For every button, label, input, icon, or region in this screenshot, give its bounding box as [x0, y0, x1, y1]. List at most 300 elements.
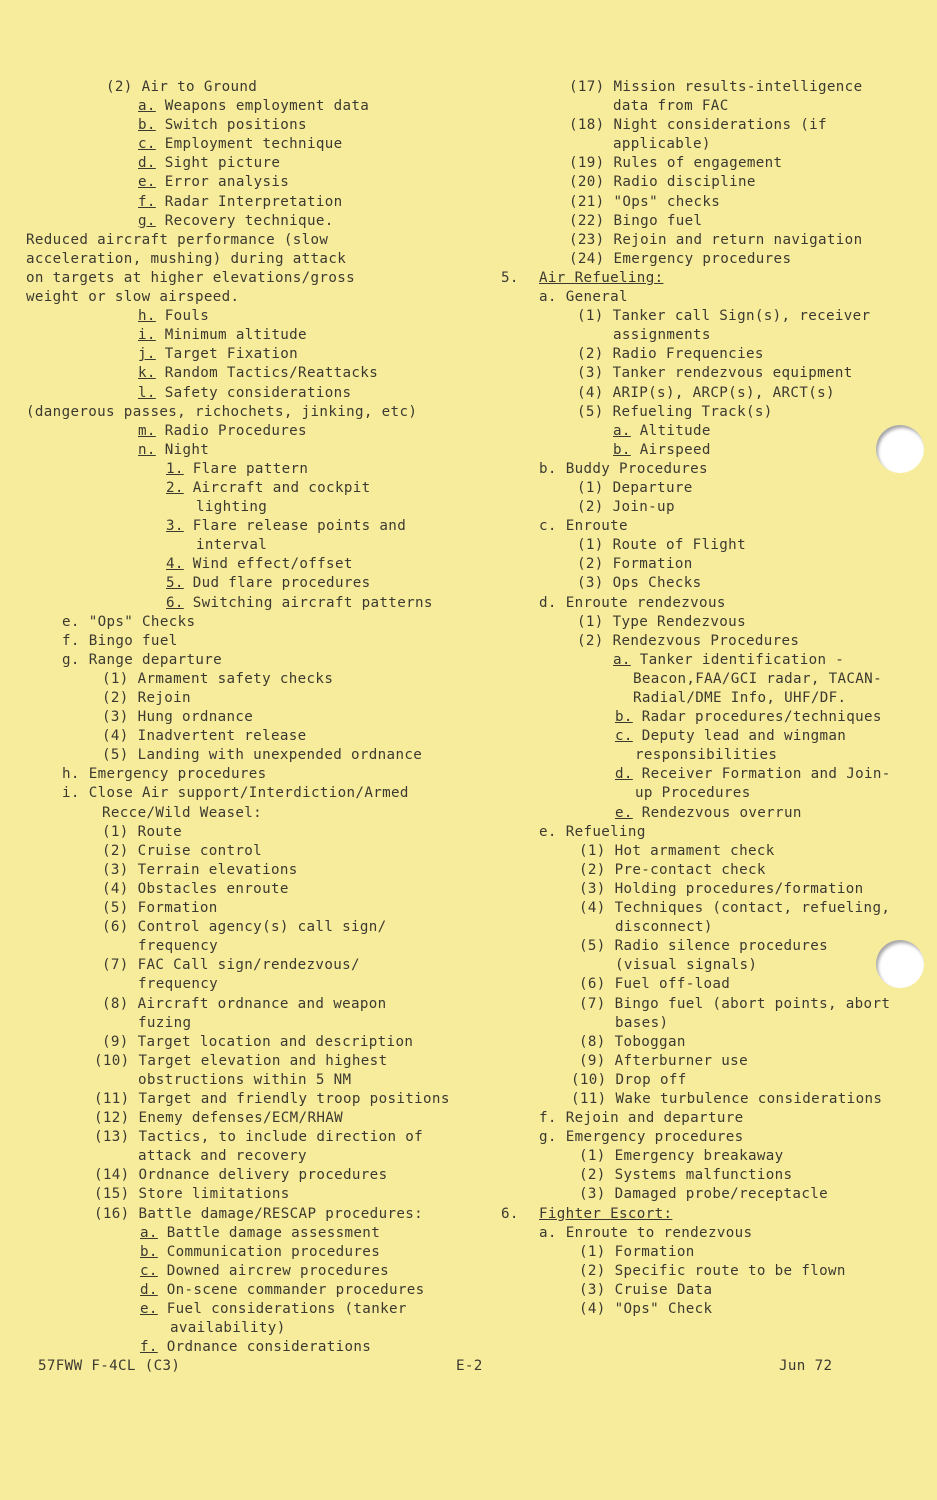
outline-marker: (3): [102, 709, 129, 726]
outline-marker: (4): [579, 900, 606, 917]
outline-marker: (3): [577, 365, 604, 382]
outline-line: [26, 1319, 466, 1338]
outline-marker: j.: [138, 346, 156, 363]
outline-marker: f.: [138, 193, 156, 210]
outline-text: acceleration, mushing) during attack: [26, 250, 347, 267]
outline-text: "Ops" Check: [614, 1301, 713, 1317]
outline-text: Radio discipline: [613, 174, 756, 191]
outline-line: [26, 784, 466, 803]
outline-line: [501, 154, 921, 173]
outline-line: [26, 727, 466, 746]
outline-line: [501, 1262, 921, 1281]
outline-text: Control agency(s) call sign/: [137, 919, 387, 936]
outline-line: [501, 173, 921, 192]
outline-line: [26, 956, 466, 975]
outline-line: [26, 632, 466, 651]
outline-text: Receiver Formation and Join-: [641, 766, 891, 783]
outline-marker: (13): [94, 1129, 130, 1146]
outline-line: [26, 135, 466, 154]
outline-line: [501, 307, 921, 326]
outline-line: [26, 173, 466, 192]
outline-text: Radio silence procedures: [614, 938, 828, 955]
outline-text: data from FAC: [613, 98, 729, 115]
outline-text: Bingo fuel: [613, 212, 703, 229]
outline-line: [26, 326, 466, 345]
outline-line: [26, 498, 466, 517]
outline-marker: (7): [102, 957, 129, 974]
outline-marker: (4): [102, 880, 129, 897]
outline-marker: f.: [539, 1110, 557, 1127]
outline-marker: (2): [577, 346, 604, 363]
outline-line: [501, 823, 921, 842]
outline-text: Tanker rendezvous equipment: [612, 365, 853, 382]
outline-line: [501, 1185, 921, 1204]
outline-marker: 3.: [166, 518, 184, 535]
outline-marker: i.: [138, 327, 156, 344]
outline-marker: (2): [102, 842, 129, 859]
outline-line: [26, 1052, 466, 1071]
outline-text: Tanker call Sign(s), receiver: [612, 308, 871, 325]
outline-line: [501, 403, 921, 422]
outline-line: [501, 116, 921, 135]
outline-line: [26, 1128, 466, 1147]
outline-line: [26, 460, 466, 479]
outline-text: ARIP(s), ARCP(s), ARCT(s): [612, 384, 835, 401]
outline-text: Night: [164, 441, 210, 458]
outline-text: Cruise Data: [614, 1281, 713, 1298]
section-heading: Air Refueling:: [539, 269, 664, 286]
outline-line: [501, 384, 921, 403]
outline-line: [26, 1147, 466, 1166]
outline-marker: a.: [613, 422, 631, 439]
outline-text: Rendezvous overrun: [641, 804, 802, 821]
outline-text: Bingo fuel: [88, 632, 178, 649]
outline-text: Terrain elevations: [137, 861, 298, 878]
outline-text: Route of Flight: [612, 537, 746, 554]
outline-line: [501, 804, 921, 823]
outline-text: Night considerations (if: [613, 117, 827, 134]
outline-line: [501, 498, 921, 517]
outline-line: [501, 78, 921, 97]
outline-marker: (4): [577, 384, 604, 401]
outline-marker: (6): [102, 919, 129, 936]
outline-marker: (1): [577, 613, 604, 630]
outline-marker: (16): [94, 1205, 130, 1222]
outline-text: Air to Ground: [141, 79, 258, 95]
outline-marker: h.: [138, 308, 156, 325]
outline-line: [26, 1071, 466, 1090]
outline-marker: 5.: [501, 269, 519, 286]
outline-text: Landing with unexpended ordnance: [137, 747, 423, 764]
outline-line: [26, 536, 466, 555]
outline-line: [501, 1166, 921, 1185]
outline-line: [501, 288, 921, 307]
outline-line: [501, 651, 921, 670]
outline-marker: (8): [579, 1033, 606, 1050]
outline-text: Error analysis: [164, 174, 290, 191]
footer-date: Jun 72: [779, 1358, 833, 1374]
outline-marker: (5): [102, 900, 129, 917]
outline-text: Battle damage/RESCAP procedures:: [138, 1205, 424, 1222]
outline-text: Formation: [614, 1243, 695, 1260]
outline-line: [501, 1033, 921, 1052]
outline-line: [501, 1090, 921, 1109]
outline-text: Aircraft ordnance and weapon: [137, 995, 387, 1012]
outline-marker: b.: [140, 1243, 158, 1260]
outline-text: Reduced aircraft performance (slow: [26, 231, 329, 248]
outline-marker: (3): [579, 1186, 606, 1203]
outline-text: Ops Checks: [612, 575, 702, 592]
outline-marker: g.: [539, 1129, 557, 1146]
outline-line: [26, 613, 466, 632]
outline-text: Wind effect/offset: [192, 556, 353, 573]
outline-text: Beacon,FAA/GCI radar, TACAN-: [633, 670, 882, 687]
outline-text: Switch positions: [164, 117, 307, 134]
outline-marker: c.: [615, 728, 633, 745]
outline-marker: (3): [579, 1281, 606, 1298]
outline-marker: (2): [577, 556, 604, 573]
outline-line: [501, 842, 921, 861]
outline-text: Fouls: [164, 308, 210, 325]
outline-marker: a.: [138, 98, 156, 115]
outline-marker: (2): [579, 861, 606, 878]
outline-marker: (10): [571, 1071, 607, 1088]
outline-line: [501, 918, 921, 937]
outline-text: (dangerous passes, richochets, jinking, etc): [26, 403, 418, 420]
outline-marker: d.: [615, 766, 633, 783]
outline-text: on targets at higher elevations/gross: [26, 269, 355, 286]
outline-line: [501, 441, 921, 460]
outline-line: [26, 899, 466, 918]
outline-text: obstructions within 5 NM: [138, 1071, 352, 1088]
outline-line: [501, 746, 921, 765]
punch-hole: [876, 425, 924, 473]
outline-line: [501, 269, 921, 288]
outline-line: [501, 765, 921, 784]
outline-marker: e.: [539, 823, 557, 840]
outline-line: [26, 1243, 466, 1262]
outline-line: [26, 594, 466, 613]
outline-line: [501, 784, 921, 803]
outline-text: Pre-contact check: [614, 861, 766, 878]
outline-text: lighting: [196, 499, 268, 516]
outline-marker: 4.: [166, 556, 184, 573]
outline-text: Type Rendezvous: [612, 613, 746, 630]
outline-marker: (12): [94, 1110, 130, 1127]
outline-line: [501, 1224, 921, 1243]
outline-line: [26, 1166, 466, 1185]
outline-line: [26, 422, 466, 441]
outline-line: [501, 536, 921, 555]
outline-text: Fuel off-load: [614, 976, 731, 993]
outline-line: [26, 1281, 466, 1300]
outline-line: [501, 727, 921, 746]
outline-text: up Procedures: [635, 785, 751, 802]
outline-line: [501, 1071, 921, 1090]
outline-line: [501, 956, 921, 975]
outline-line: [26, 1300, 466, 1319]
outline-marker: 6.: [501, 1205, 519, 1222]
outline-line: [501, 135, 921, 154]
outline-marker: (3): [577, 575, 604, 592]
outline-line: [26, 231, 466, 250]
outline-text: applicable): [613, 136, 711, 153]
outline-marker: b.: [539, 460, 557, 477]
outline-line: [26, 574, 466, 593]
outline-line: [501, 1205, 921, 1224]
outline-line: [26, 441, 466, 460]
outline-marker: (9): [102, 1033, 129, 1050]
outline-marker: (11): [571, 1090, 607, 1107]
outline-text: Formation: [612, 556, 693, 573]
outline-line: [501, 937, 921, 956]
outline-marker: (24): [569, 250, 605, 267]
outline-line: [501, 479, 921, 498]
outline-text: Ordnance delivery procedures: [138, 1167, 388, 1184]
outline-line: [26, 1262, 466, 1281]
left-column: [26, 78, 466, 1357]
outline-text: Obstacles enroute: [137, 880, 289, 897]
outline-text: (visual signals): [615, 957, 758, 974]
outline-text: Join-up: [612, 499, 675, 516]
outline-text: "Ops" Checks: [88, 613, 196, 630]
outline-text: attack and recovery: [138, 1148, 307, 1165]
outline-text: Enemy defenses/ECM/RHAW: [138, 1110, 344, 1127]
outline-marker: (15): [94, 1186, 130, 1203]
outline-marker: e.: [62, 613, 80, 630]
outline-marker: d.: [539, 594, 557, 611]
outline-text: Communication procedures: [166, 1243, 381, 1260]
outline-text: disconnect): [615, 919, 713, 936]
outline-text: Damaged probe/receptacle: [614, 1186, 828, 1203]
outline-marker: k.: [138, 365, 156, 382]
outline-marker: a.: [539, 1224, 557, 1241]
outline-line: [26, 1338, 466, 1357]
outline-marker: (1): [579, 842, 606, 859]
outline-line: [26, 1014, 466, 1033]
outline-line: [501, 1014, 921, 1033]
outline-line: [501, 670, 921, 689]
outline-marker: (14): [94, 1167, 130, 1184]
outline-line: [26, 804, 466, 823]
outline-text: frequency: [138, 938, 219, 955]
outline-marker: (5): [577, 403, 604, 420]
outline-line: [501, 422, 921, 441]
outline-line: [501, 1300, 921, 1319]
outline-text: frequency: [138, 976, 219, 993]
outline-marker: (2): [106, 79, 133, 95]
outline-text: Rejoin and return navigation: [613, 231, 863, 248]
outline-text: Radar procedures/techniques: [641, 709, 882, 726]
outline-line: [26, 975, 466, 994]
outline-line: [501, 708, 921, 727]
outline-line: [501, 1109, 921, 1128]
outline-line: [26, 307, 466, 326]
outline-text: Battle damage assessment: [166, 1224, 381, 1241]
outline-marker: (1): [579, 1148, 606, 1165]
outline-line: [501, 632, 921, 651]
outline-line: [501, 1281, 921, 1300]
outline-marker: (23): [569, 231, 605, 248]
footer-form-number: 57FWW F-4CL (C3): [38, 1358, 181, 1374]
outline-marker: (1): [102, 670, 129, 687]
outline-text: Tactics, to include direction of: [138, 1129, 424, 1146]
outline-marker: b.: [615, 709, 633, 726]
outline-marker: (7): [579, 995, 606, 1012]
outline-marker: g.: [62, 651, 80, 668]
outline-marker: (1): [577, 308, 604, 325]
outline-text: Systems malfunctions: [614, 1167, 793, 1184]
outline-line: [26, 995, 466, 1014]
outline-text: Radar Interpretation: [164, 193, 343, 210]
outline-marker: (20): [569, 174, 605, 191]
outline-marker: (2): [102, 690, 129, 706]
outline-text: Refueling: [565, 823, 646, 840]
outline-line: [26, 765, 466, 784]
outline-line: [501, 861, 921, 880]
outline-text: On-scene commander procedures: [166, 1281, 425, 1298]
outline-text: responsibilities: [635, 747, 778, 764]
outline-line: [26, 193, 466, 212]
outline-text: fuzing: [138, 1014, 192, 1031]
outline-text: Store limitations: [138, 1186, 290, 1203]
outline-marker: (4): [579, 1301, 606, 1317]
outline-text: Holding procedures/formation: [614, 880, 864, 897]
outline-text: Employment technique: [164, 136, 343, 153]
outline-text: General: [565, 289, 628, 306]
punch-hole: [876, 940, 924, 988]
outline-text: Aircraft and cockpit: [192, 479, 371, 496]
outline-marker: 5.: [166, 575, 184, 592]
outline-marker: (11): [94, 1090, 130, 1107]
outline-line: [26, 918, 466, 937]
outline-text: Armament safety checks: [137, 670, 334, 687]
outline-text: Fuel considerations (tanker: [166, 1301, 407, 1317]
outline-marker: (22): [569, 212, 605, 229]
outline-text: interval: [196, 537, 268, 554]
outline-line: [26, 364, 466, 383]
outline-marker: (5): [579, 938, 606, 955]
outline-line: [26, 1090, 466, 1109]
outline-marker: d.: [138, 155, 156, 172]
outline-text: Sight picture: [164, 155, 281, 172]
outline-line: [501, 326, 921, 345]
outline-marker: (8): [102, 995, 129, 1012]
outline-text: Radio Procedures: [164, 422, 307, 439]
outline-text: Rules of engagement: [613, 155, 783, 172]
outline-text: Specific route to be flown: [614, 1262, 846, 1279]
outline-line: [501, 212, 921, 231]
outline-line: [26, 384, 466, 403]
outline-marker: (19): [569, 155, 605, 172]
outline-marker: m.: [138, 422, 156, 439]
outline-marker: i.: [62, 785, 80, 802]
outline-line: [501, 975, 921, 994]
outline-marker: b.: [613, 441, 631, 458]
outline-marker: (9): [579, 1052, 606, 1069]
outline-marker: (2): [577, 632, 604, 649]
outline-text: Wake turbulence considerations: [615, 1090, 883, 1107]
outline-text: Recovery technique.: [164, 212, 334, 229]
outline-line: [501, 1243, 921, 1262]
outline-marker: 1.: [166, 460, 184, 477]
outline-marker: (1): [579, 1243, 606, 1260]
outline-text: Emergency breakaway: [614, 1148, 784, 1165]
outline-text: Enroute: [565, 518, 628, 535]
outline-marker: e.: [138, 174, 156, 191]
outline-line: [26, 517, 466, 536]
outline-line: [501, 899, 921, 918]
outline-text: Target Fixation: [164, 346, 299, 363]
outline-line: [26, 689, 466, 708]
outline-line: [26, 1109, 466, 1128]
outline-line: [501, 995, 921, 1014]
outline-text: Target and friendly troop positions: [138, 1090, 450, 1107]
outline-line: [501, 1052, 921, 1071]
outline-text: Emergency procedures: [613, 250, 792, 267]
outline-text: Ordnance considerations: [166, 1339, 372, 1356]
outline-line: [26, 842, 466, 861]
outline-marker: b.: [138, 117, 156, 134]
outline-text: Flare release points and: [192, 518, 407, 535]
outline-text: Enroute to rendezvous: [565, 1224, 753, 1241]
outline-text: Refueling Track(s): [612, 403, 773, 420]
outline-text: Range departure: [88, 651, 223, 668]
outline-text: Emergency procedures: [88, 766, 267, 783]
outline-marker: (1): [577, 537, 604, 554]
outline-line: [501, 1128, 921, 1147]
outline-marker: (17): [569, 79, 605, 95]
outline-marker: e.: [140, 1301, 158, 1317]
outline-marker: 2.: [166, 479, 184, 496]
outline-line: [501, 364, 921, 383]
outline-text: Radial/DME Info, UHF/DF.: [633, 690, 847, 706]
outline-marker: (4): [102, 728, 129, 745]
outline-line: [26, 746, 466, 765]
outline-marker: f.: [62, 632, 80, 649]
outline-marker: (18): [569, 117, 605, 134]
outline-text: Minimum altitude: [164, 327, 307, 344]
outline-line: [26, 555, 466, 574]
outline-line: [26, 880, 466, 899]
outline-marker: (10): [94, 1052, 130, 1069]
outline-line: [501, 345, 921, 364]
outline-marker: c.: [138, 136, 156, 153]
outline-text: Airspeed: [639, 441, 711, 458]
section-heading: Fighter Escort:: [539, 1205, 673, 1222]
outline-text: Altitude: [639, 422, 711, 439]
outline-text: weight or slow airspeed.: [26, 289, 240, 306]
outline-marker: n.: [138, 441, 156, 458]
outline-line: [501, 231, 921, 250]
outline-text: assignments: [613, 327, 711, 344]
outline-line: [26, 288, 466, 307]
outline-marker: l.: [138, 384, 156, 401]
outline-text: Departure: [612, 479, 693, 496]
outline-line: [26, 937, 466, 956]
outline-text: Flare pattern: [192, 460, 309, 477]
footer-page-number: E-2: [456, 1358, 483, 1374]
outline-text: Tanker identification -: [639, 651, 845, 668]
outline-text: Buddy Procedures: [565, 460, 708, 477]
outline-line: [26, 403, 466, 422]
outline-line: [26, 78, 466, 97]
outline-marker: (1): [577, 479, 604, 496]
outline-text: "Ops" checks: [613, 193, 721, 210]
outline-text: Toboggan: [614, 1033, 686, 1050]
outline-line: [26, 97, 466, 116]
outline-text: Mission results-intelligence: [613, 79, 863, 95]
